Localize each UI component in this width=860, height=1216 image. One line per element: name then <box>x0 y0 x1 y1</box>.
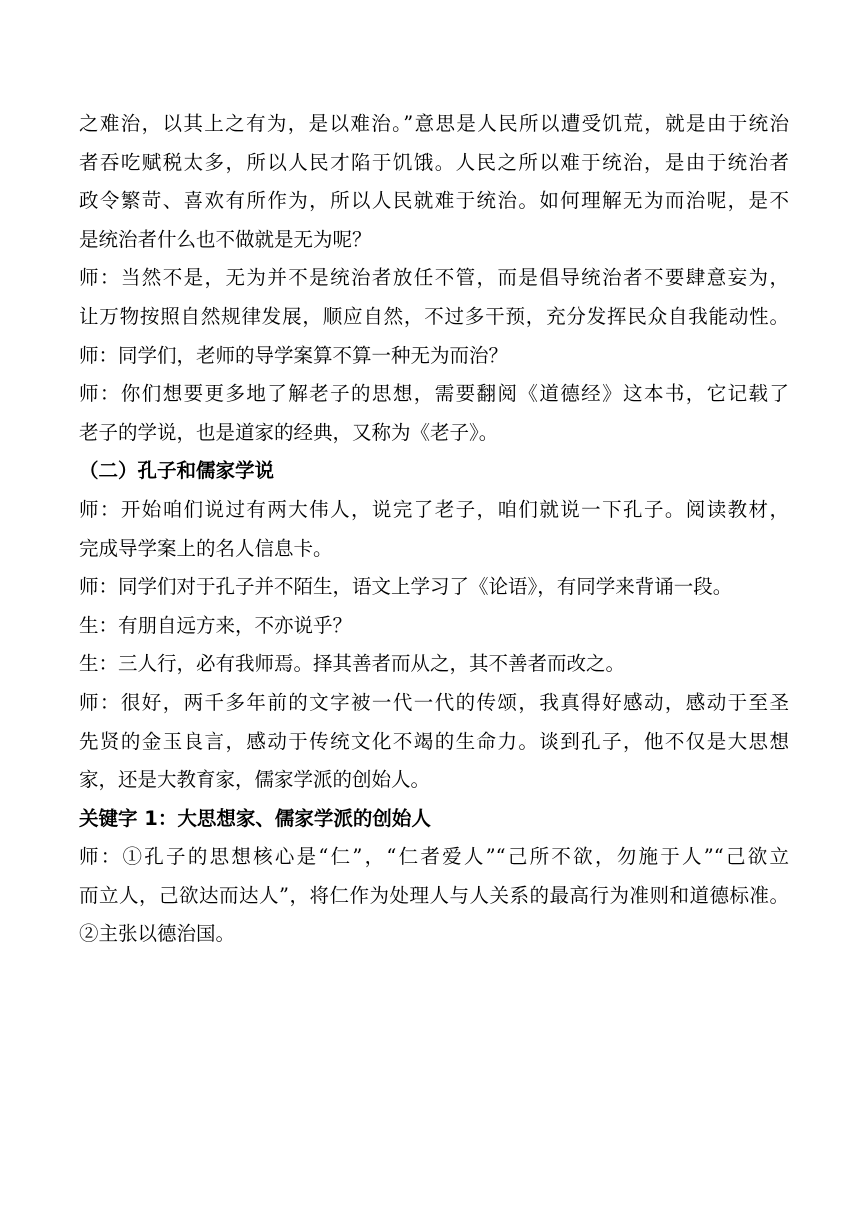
paragraph-line: 政令繁苛、喜欢有所作为，所以人民就难于统治。如何理解无为而治呢，是不 <box>79 189 789 213</box>
paragraph-line: 师：同学们对于孔子并不陌生，语文上学习了《论语》，有同学来背诵一段。 <box>79 575 733 599</box>
paragraph-line: 师：很好，两千多年前的文字被一代一代的传颂，我真得好感动，感动于至圣 <box>79 690 789 714</box>
keyword-heading: 关键字 1：大思想家、儒家学派的创始人 <box>79 806 431 830</box>
paragraph-line: 是统治者什么也不做就是无为呢？ <box>79 227 372 251</box>
paragraph-line: 师：当然不是，无为并不是统治者放任不管，而是倡导统治者不要肆意妄为， <box>79 266 789 290</box>
paragraph-line: 让万物按照自然规律发展，顺应自然，不过多干预，充分发挥民众自我能动性。 <box>79 304 789 328</box>
paragraph-line: 完成导学案上的名人信息卡。 <box>79 536 333 560</box>
paragraph-line: 生：有朋自远方来，不亦说乎？ <box>79 613 353 637</box>
paragraph-line: 师：你们想要更多地了解老子的思想，需要翻阅《道德经》这本书，它记载了 <box>79 382 789 406</box>
paragraph-line: 师：同学们，老师的导学案算不算一种无为而治？ <box>79 343 509 367</box>
section-heading: （二）孔子和儒家学说 <box>79 459 275 483</box>
paragraph-line: 者吞吃赋税太多，所以人民才陷于饥饿。人民之所以难于统治，是由于统治者 <box>79 150 789 174</box>
paragraph-line: 老子的学说，也是道家的经典，又称为《老子》。 <box>79 420 499 444</box>
paragraph-line: 而立人，己欲达而达人”，将仁作为处理人与人关系的最高行为准则和道德标准。 <box>79 883 789 907</box>
paragraph-line: 家，还是大教育家，儒家学派的创始人。 <box>79 768 431 792</box>
paragraph-line: ②主张以德治国。 <box>79 922 236 946</box>
paragraph-line: 生：三人行，必有我师焉。择其善者而从之，其不善者而改之。 <box>79 652 626 676</box>
paragraph-line: 师：开始咱们说过有两大伟人，说完了老子，咱们就说一下孔子。阅读教材， <box>79 497 789 521</box>
document-page <box>79 105 789 954</box>
paragraph-line: 师：①孔子的思想核心是“仁”，“仁者爱人”“己所不欲，勿施于人”“己欲立 <box>79 845 789 869</box>
paragraph-line: 先贤的金玉良言，感动于传统文化不竭的生命力。谈到孔子，他不仅是大思想 <box>79 729 789 753</box>
paragraph-line: 之难治，以其上之有为，是以难治。”意思是人民所以遭受饥荒，就是由于统治 <box>79 112 789 135</box>
